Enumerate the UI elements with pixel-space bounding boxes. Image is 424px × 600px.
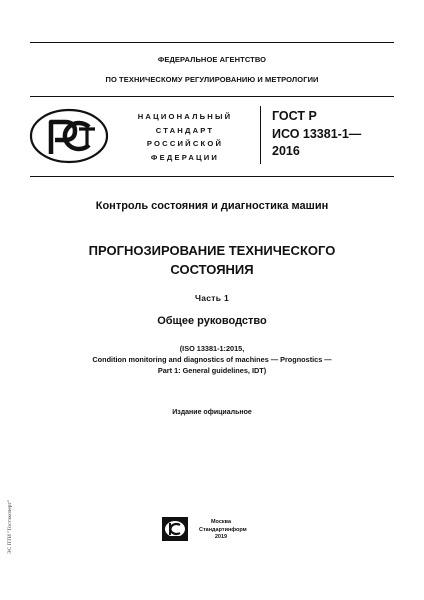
edition-label: Издание официальное (172, 409, 252, 416)
main-title-line1: ПРОГНОЗИРОВАНИЕ ТЕХНИЧЕСКОГО (88, 243, 336, 258)
national-standard-line1: НАЦИОНАЛЬНЫЙ (137, 112, 233, 121)
gost-logo (29, 108, 109, 164)
publisher-year: 2019 (214, 534, 228, 541)
side-watermark: ЭС ПТИ "Гостэксперт" (7, 499, 13, 555)
header-vertical-rule (260, 106, 261, 164)
designation-line3: 2016 (272, 144, 300, 158)
national-standard-line3: РОССИЙСКОЙ (146, 139, 224, 148)
main-title-line2: СОСТОЯНИЯ (170, 262, 254, 277)
standard-designation (272, 108, 361, 161)
national-standard-label (122, 110, 248, 164)
part-number: Часть 1 (194, 293, 229, 303)
subtitle: Общее руководство (157, 315, 267, 327)
national-standard-line4: ФЕДЕРАЦИИ (150, 152, 220, 162)
general-title: Контроль состояния и диагностика машин (95, 200, 329, 212)
publisher-name: Стандартинформ (199, 526, 247, 533)
standartinform-logo (161, 516, 189, 542)
designation-line2: ИСО 13381-1— (272, 126, 362, 141)
publisher-block (199, 519, 247, 542)
designation-line1: ГОСТ Р (272, 109, 317, 123)
original-standard-line3: Part 1: General guidelines, IDT) (157, 366, 267, 375)
national-standard-line2: СТАНДАРТ (155, 125, 215, 135)
original-standard-line2: Condition monitoring and diagnostics of machines — Prognostics — (92, 355, 332, 364)
original-standard-line1: (ISO 13381-1:2015, (179, 344, 245, 353)
top-rule (30, 42, 394, 43)
publisher-city: Москва (210, 519, 232, 525)
header-rule (30, 96, 394, 97)
agency-name-line2: ПО ТЕХНИЧЕСКОМУ РЕГУЛИРОВАНИЮ И МЕТРОЛОГИИ (105, 75, 319, 84)
agency-name-line1: ФЕДЕРАЛЬНОЕ АГЕНТСТВО (157, 55, 267, 64)
title-rule (30, 176, 394, 177)
